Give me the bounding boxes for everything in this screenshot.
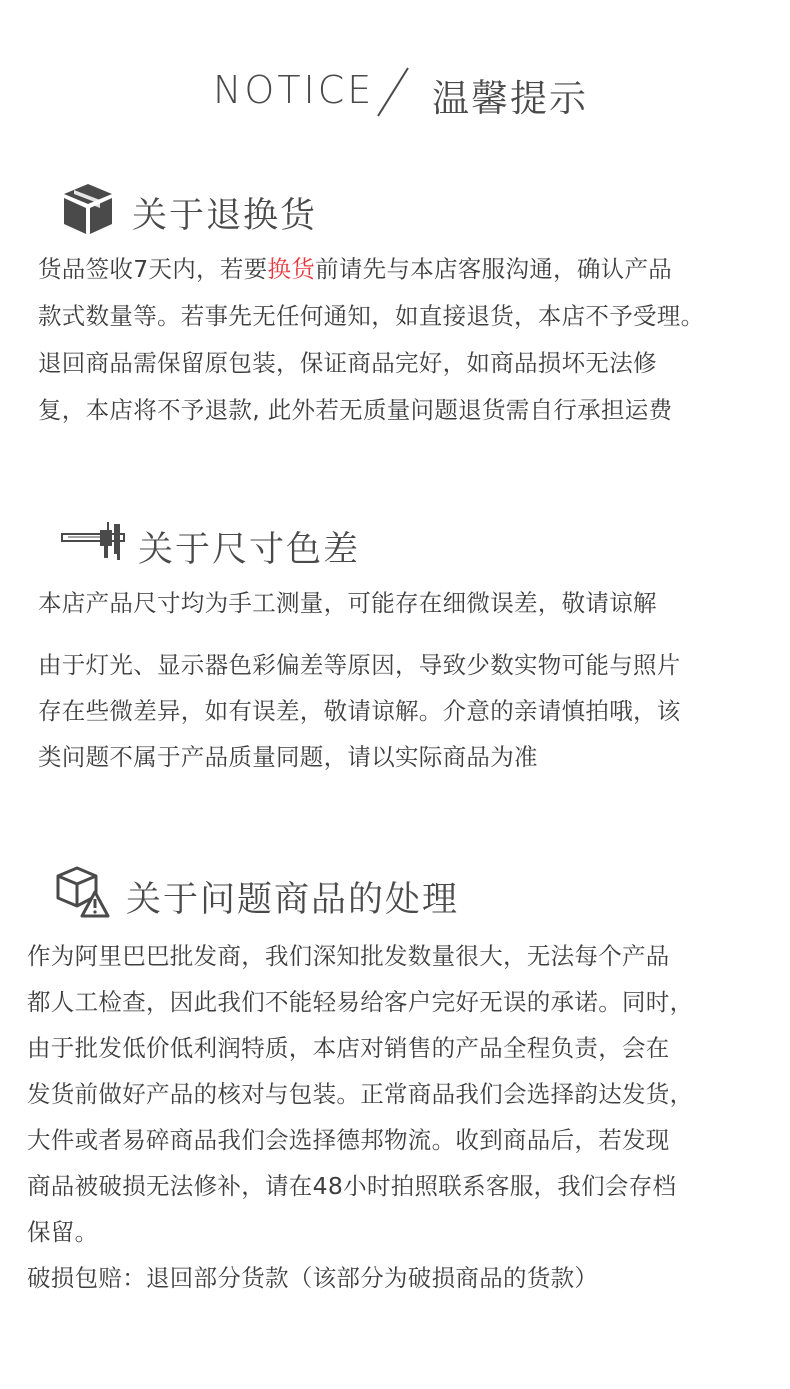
compensation-text-line: 破损包赔：退回部分货款（该部分为破损商品的货款）	[27, 1264, 599, 1292]
problem-text-line: 保留。	[27, 1218, 99, 1246]
size-text-line: 类问题不属于产品质量同题，请以实际商品为准	[38, 743, 538, 771]
problem-text-line: 发货前做好产品的核对与包装。正常商品我们会选择韵达发货，	[27, 1080, 694, 1108]
problem-text-line: 作为阿里巴巴批发商，我们深知批发数量很大，无法每个产品	[27, 942, 670, 970]
size-text-line: 本店产品尺寸均为手工测量，可能存在细微误差，敬请谅解	[38, 589, 657, 617]
problem-text-line: 由于批发低价低利润特质，本店对销售的产品全程负责，会在	[27, 1034, 670, 1062]
returns-line1-after: 前请先与本店客服沟通，确认产品	[315, 255, 673, 283]
returns-text-line: 复，本店将不予退款, 此外若无质量问题退货需自行承担运费	[38, 396, 673, 424]
size-text-line: 存在些微差异，如有误差，敬请谅解。介意的亲请慎拍哦，该	[38, 697, 681, 725]
returns-text-line	[38, 250, 672, 284]
exchange-highlight: 换货	[267, 255, 316, 283]
returns-text-line: 退回商品需保留原包装，保证商品完好，如商品损坏无法修	[38, 349, 657, 377]
caliper-icon	[60, 520, 126, 562]
returns-line1-before: 货品签收7天内，若要	[38, 255, 268, 283]
notice-divider-slash	[372, 66, 412, 118]
problem-text-line: 商品被破损无法修补，请在48小时拍照联系客服，我们会存档	[27, 1172, 677, 1200]
damaged-box-warning-icon	[55, 866, 111, 918]
package-box-icon	[60, 182, 116, 236]
notice-header	[0, 62, 790, 122]
size-text-line: 由于灯光、显示器色彩偏差等原因，导致少数实物可能与照片	[38, 651, 681, 679]
section-title-problem-goods: 关于问题商品的处理	[126, 880, 460, 920]
problem-text-line: 都人工检查，因此我们不能轻易给客户完好无误的承诺。同时，	[27, 988, 694, 1016]
returns-text-line: 款式数量等。若事先无任何通知，如直接退货，本店不予受理。	[38, 302, 705, 330]
notice-en-title: NOTICE	[213, 68, 375, 112]
problem-text-line: 大件或者易碎商品我们会选择德邦物流。收到商品后，若发现	[27, 1126, 670, 1154]
notice-cn-title: 温馨提示	[432, 77, 588, 120]
section-title-size-color: 关于尺寸色差	[138, 530, 361, 570]
section-title-returns: 关于退换货	[132, 196, 318, 236]
